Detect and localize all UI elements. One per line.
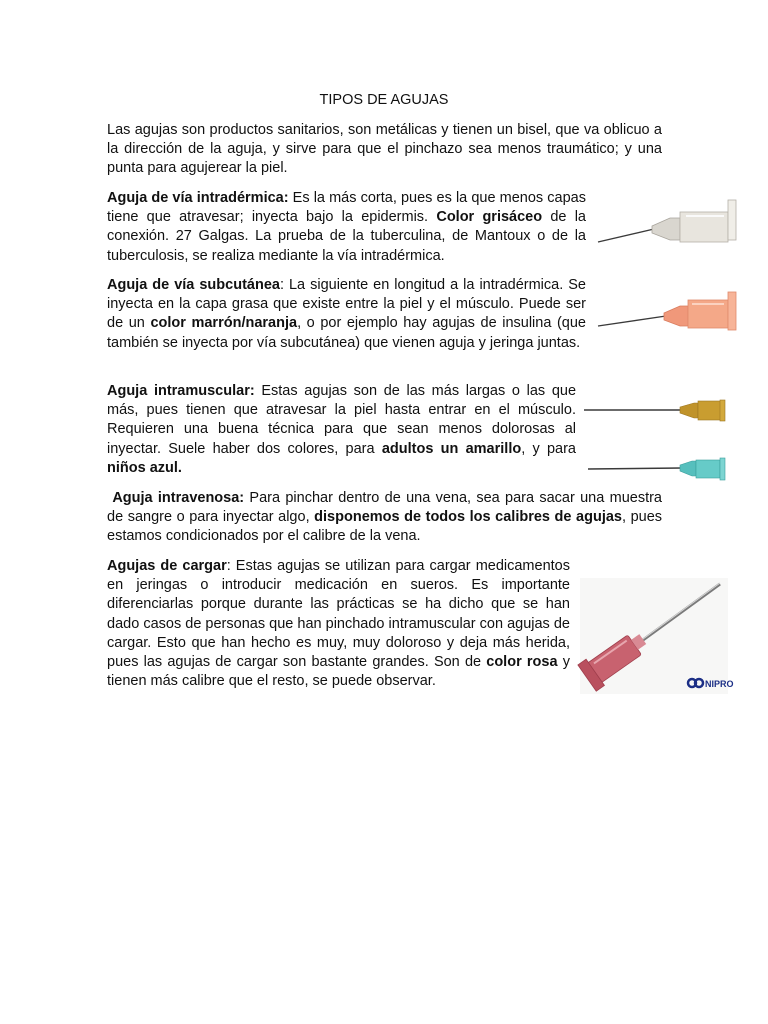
- heading-subcutanea: Aguja de vía subcutánea: [107, 277, 280, 293]
- heading-intravenosa: Aguja intravenosa:: [112, 490, 245, 506]
- paragraph-intramuscular: Aguja intramuscular: Estas agujas son de las más largas o las que más, pues tienen que atravesar la piel hasta entrar en el músculo. Requieren una buena técnica para que sean menos dolorosas al inyectar. Suele haber dos colores, para adultos un amarillo, y para niños azul.: [107, 383, 577, 476]
- loading-needle-image: [580, 578, 734, 694]
- intramuscular-adult-needle-image: [582, 398, 728, 424]
- heading-cargar: Agujas de cargar: [107, 558, 227, 574]
- paragraph-intravenosa: Aguja intravenosa: Para pinchar dentro de una vena, sea para sacar una muestra de sangre o para inyectar algo, disponemos de todos los calibres de agujas, pues estamos condicionados por el calibre de la vena.: [107, 490, 663, 545]
- paragraph-intradermica: Aguja de vía intradérmica: Es la más corta, pues es la que menos capas tiene que atravesar; inyecta bajo la epidermis. Color grisáceo de la conexión. 27 Galgas. La prueba de la tuberculina, de Mantoux o de la tuberculosis, se realiza mediante la vía intradérmica.: [107, 190, 586, 264]
- heading-intradermica: Aguja de vía intradérmica:: [107, 190, 289, 206]
- intro-paragraph: Las agujas son productos sanitarios, son metálicas y tienen un bisel, que va oblicuo a la dirección de la aguja, y sirve para que el pinchazo sea menos traumático; y una punta para agujerear la piel.: [107, 122, 662, 177]
- intramuscular-child-needle-image: [586, 457, 728, 481]
- heading-intramuscular: Aguja intramuscular:: [107, 383, 255, 399]
- intradermal-needle-image: [596, 196, 740, 250]
- paragraph-cargar: Agujas de cargar: Estas agujas se utilizan para cargar medicamentos en jeringas o introducir medicación en sueros. Es importante diferenciarlas porque durante las prácticas se ha dicho que se han dado casos de personas que han pinchado intramuscular con agujas de cargar. Esto que han hecho es muy, muy doloroso y deja más herida, pues las agujas de cargar son bastante grandes. Son de color rosa y tienen más calibre que el resto, se puede observar.: [107, 558, 570, 690]
- paragraph-subcutanea: Aguja de vía subcutánea: La siguiente en longitud a la intradérmica. Se inyecta en la capa grasa que existe entre la piel y el músculo. Puede ser de un color marrón/naranja, o por ejemplo hay agujas de insulina (que también se inyecta por vía subcutánea) que vienen aguja y jeringa juntas.: [107, 277, 587, 351]
- subcutaneous-needle-image: [596, 290, 740, 334]
- svg-text:NIPRO: NIPRO: [705, 679, 734, 689]
- page-title: TIPOS DE AGUJAS: [319, 92, 449, 108]
